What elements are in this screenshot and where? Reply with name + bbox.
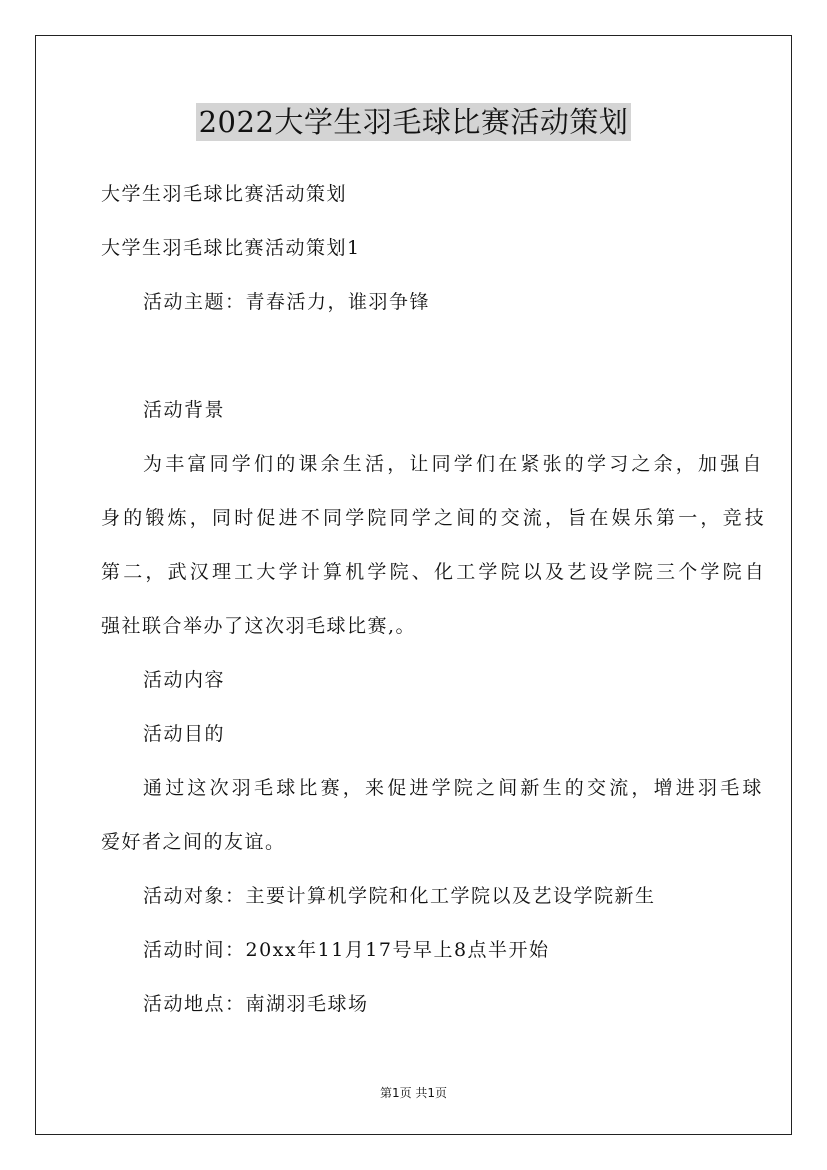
document-title: 2022大学生羽毛球比赛活动策划 [196, 103, 632, 141]
background-line: 第二，武汉理工大学计算机学院、化工学院以及艺设学院三个学院自 [101, 561, 768, 583]
background-line: 为丰富同学们的课余生活，让同学们在紧张的学习之余，加强自 [143, 453, 765, 475]
content-heading: 活动内容 [143, 669, 226, 691]
activity-location: 活动地点：南湖羽毛球场 [143, 993, 369, 1015]
page-footer: 第1页 共1页 [379, 1086, 448, 1100]
purpose-heading: 活动目的 [143, 723, 226, 745]
section-heading: 大学生羽毛球比赛活动策划1 [101, 237, 361, 259]
activity-time: 活动时间：20xx年11月17号早上8点半开始 [143, 939, 550, 961]
background-line: 强社联合举办了这次羽毛球比赛,。 [101, 615, 417, 637]
activity-audience: 活动对象：主要计算机学院和化工学院以及艺设学院新生 [143, 885, 656, 907]
subtitle: 大学生羽毛球比赛活动策划 [101, 183, 348, 205]
purpose-line: 通过这次羽毛球比赛，来促进学院之间新生的交流，增进羽毛球 [143, 777, 765, 799]
title-container [0, 103, 827, 141]
background-heading: 活动背景 [143, 399, 226, 421]
background-line: 身的锻炼，同时促进不同学院同学之间的交流，旨在娱乐第一，竞技 [101, 507, 768, 529]
purpose-line: 爱好者之间的友谊。 [101, 831, 286, 853]
activity-theme: 活动主题：青春活力，谁羽争锋 [143, 291, 431, 313]
